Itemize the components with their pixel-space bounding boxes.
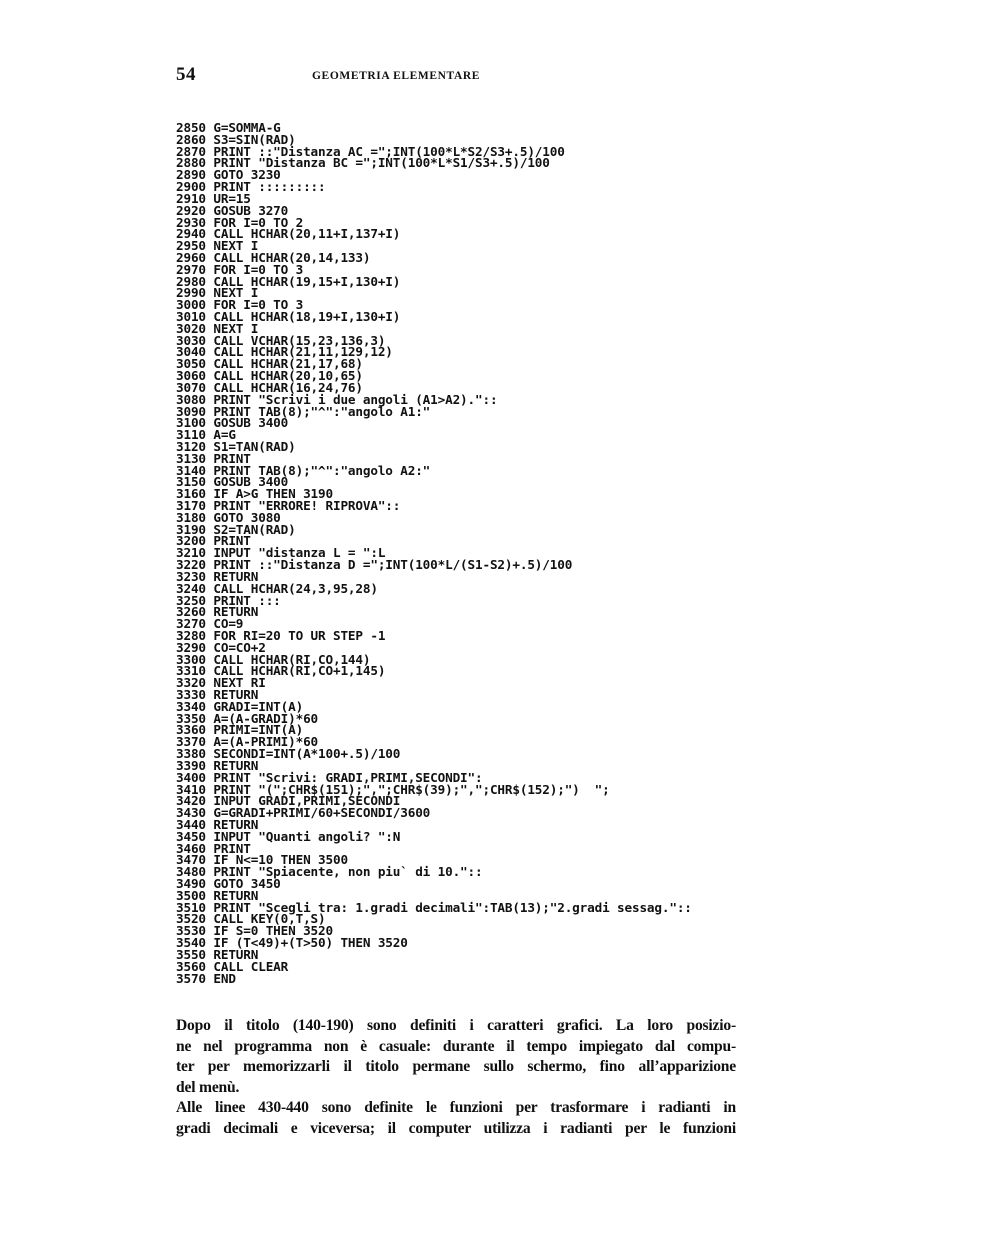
code-line: 2930 FOR I=0 TO 2 bbox=[176, 215, 304, 230]
code-line: 2950 NEXT I bbox=[176, 239, 259, 254]
code-line: 3350 A=(A-GRADI)*60 bbox=[176, 711, 319, 726]
code-line: 3460 PRINT bbox=[176, 841, 251, 856]
code-line: 3020 NEXT I bbox=[176, 321, 259, 336]
code-line: 3090 PRINT TAB(8);"^":"angolo A1:" bbox=[176, 404, 431, 419]
code-line: 3150 GOSUB 3400 bbox=[176, 475, 289, 490]
paragraph-2 bbox=[176, 1098, 736, 1139]
code-line: 3250 PRINT ::: bbox=[176, 593, 281, 608]
code-line: 3540 IF (T<49)+(T>50) THEN 3520 bbox=[176, 936, 408, 951]
code-line: 3480 PRINT "Spiacente, non piu` di 10.":: bbox=[176, 865, 483, 880]
code-line: 3040 CALL HCHAR(21,11,129,12) bbox=[176, 345, 393, 360]
code-line: 3550 RETURN bbox=[176, 947, 259, 962]
code-line: 3530 IF S=0 THEN 3520 bbox=[176, 924, 333, 939]
text-line: gradi decimali e viceversa; il computer utilizza i radianti per le funzioni bbox=[176, 1119, 736, 1137]
code-line: 3060 CALL HCHAR(20,10,65) bbox=[176, 369, 363, 384]
code-line: 2860 S3=SIN(RAD) bbox=[176, 132, 296, 147]
code-line: 3570 END bbox=[176, 971, 236, 986]
code-line: 3400 PRINT "Scrivi: GRADI,PRIMI,SECONDI": bbox=[176, 770, 483, 785]
code-line: 2890 GOTO 3230 bbox=[176, 168, 281, 183]
code-line: 3440 RETURN bbox=[176, 817, 259, 832]
code-line: 3430 G=GRADI+PRIMI/60+SECONDI/3600 bbox=[176, 806, 431, 821]
code-line: 3310 CALL HCHAR(RI,CO+1,145) bbox=[176, 664, 386, 679]
code-line: 3130 PRINT bbox=[176, 451, 251, 466]
code-line: 2880 PRINT "Distanza BC =";INT(100*L*S1/S3+.5)/100 bbox=[176, 156, 550, 171]
basic-program-listing bbox=[176, 123, 692, 985]
code-line: 3010 CALL HCHAR(18,19+I,130+I) bbox=[176, 310, 401, 324]
code-line: 3110 A=G bbox=[176, 428, 236, 443]
code-line: 3410 PRINT "(";CHR$(151);",";CHR$(39);",";CHR$(152);") "; bbox=[176, 782, 610, 797]
code-line: 3320 NEXT RI bbox=[176, 676, 266, 691]
code-line: 2920 GOSUB 3270 bbox=[176, 203, 289, 218]
text-line: del menù. bbox=[176, 1078, 240, 1096]
code-line: 3200 PRINT bbox=[176, 534, 251, 549]
running-head: GEOMETRIA ELEMENTARE bbox=[312, 70, 481, 82]
code-line: 3180 GOTO 3080 bbox=[176, 510, 281, 525]
code-line: 2910 UR=15 bbox=[176, 191, 251, 206]
body-text bbox=[176, 1016, 736, 1140]
code-line: 3290 CO=CO+2 bbox=[176, 640, 266, 655]
code-line: 3270 CO=9 bbox=[176, 617, 244, 632]
code-line: 2900 PRINT ::::::::: bbox=[176, 180, 326, 195]
code-line: 2980 CALL HCHAR(19,15+I,130+I) bbox=[176, 274, 401, 289]
code-line: 3380 SECONDI=INT(A*100+.5)/100 bbox=[176, 747, 401, 762]
code-line: 3510 PRINT "Scegli tra: 1.gradi decimali":TAB(13);"2.gradi sessag.":: bbox=[176, 900, 692, 915]
code-line: 3120 S1=TAN(RAD) bbox=[176, 439, 296, 454]
code-line: 3520 CALL KEY(0,T,S) bbox=[176, 912, 326, 927]
code-line: 3210 INPUT "distanza L = ":L bbox=[176, 546, 386, 561]
code-line: 3170 PRINT "ERRORE! RIPROVA":: bbox=[176, 499, 401, 513]
code-line: 2990 NEXT I bbox=[176, 286, 259, 301]
text-line: Alle linee 430-440 sono definite le funzioni per trasformare i radianti in bbox=[176, 1099, 736, 1117]
code-line: 3070 CALL HCHAR(16,24,76) bbox=[176, 380, 363, 395]
text-line: ne nel programma non è casuale: durante il tempo impiegato dal compu- bbox=[176, 1037, 736, 1055]
code-line: 3280 FOR RI=20 TO UR STEP -1 bbox=[176, 628, 386, 643]
code-line: 3140 PRINT TAB(8);"^":"angolo A2:" bbox=[176, 463, 431, 478]
code-line: 3420 INPUT GRADI,PRIMI,SECONDI bbox=[176, 794, 401, 809]
code-line: 3560 CALL CLEAR bbox=[176, 959, 289, 974]
code-line: 3230 RETURN bbox=[176, 569, 259, 584]
code-line: 2870 PRINT ::"Distanza AC =";INT(100*L*S2/S3+.5)/100 bbox=[176, 144, 565, 159]
text-line: Dopo il titolo (140-190) sono definiti i caratteri grafici. La loro posizio- bbox=[176, 1017, 736, 1034]
code-line: 3000 FOR I=0 TO 3 bbox=[176, 298, 304, 313]
page-number: 54 bbox=[176, 64, 196, 85]
code-line: 3500 RETURN bbox=[176, 888, 259, 903]
code-line: 3490 GOTO 3450 bbox=[176, 877, 281, 891]
code-line: 3240 CALL HCHAR(24,3,95,28) bbox=[176, 581, 378, 596]
code-line: 2970 FOR I=0 TO 3 bbox=[176, 262, 304, 277]
code-line: 2940 CALL HCHAR(20,11+I,137+I) bbox=[176, 227, 401, 242]
code-line: 3220 PRINT ::"Distanza D =";INT(100*L/(S1-S2)+.5)/100 bbox=[176, 558, 573, 573]
code-line: 3390 RETURN bbox=[176, 758, 259, 773]
code-line: 3360 PRIMI=INT(A) bbox=[176, 723, 304, 738]
text-line: ter per memorizzarli il titolo permane sullo schermo, fino all’apparizione bbox=[176, 1058, 736, 1076]
code-line: 3370 A=(A-PRIMI)*60 bbox=[176, 735, 319, 750]
code-line: 3100 GOSUB 3400 bbox=[176, 416, 289, 431]
paragraph-1 bbox=[176, 1016, 736, 1098]
code-line: 2960 CALL HCHAR(20,14,133) bbox=[176, 250, 371, 265]
code-line: 3080 PRINT "Scrivi i due angoli (A1>A2).":: bbox=[176, 392, 498, 407]
code-line: 3190 S2=TAN(RAD) bbox=[176, 522, 296, 537]
code-line: 3260 RETURN bbox=[176, 605, 259, 620]
code-line: 3160 IF A>G THEN 3190 bbox=[176, 487, 333, 502]
code-line: 3450 INPUT "Quanti angoli? ":N bbox=[176, 829, 401, 844]
code-line: 3300 CALL HCHAR(RI,CO,144) bbox=[176, 652, 371, 667]
code-line: 3340 GRADI=INT(A) bbox=[176, 699, 304, 714]
code-line: 2850 G=SOMMA-G bbox=[176, 121, 281, 135]
code-line: 3330 RETURN bbox=[176, 688, 259, 702]
code-line: 3470 IF N<=10 THEN 3500 bbox=[176, 853, 348, 868]
code-line: 3030 CALL VCHAR(15,23,136,3) bbox=[176, 333, 386, 348]
code-line: 3050 CALL HCHAR(21,17,68) bbox=[176, 357, 363, 372]
